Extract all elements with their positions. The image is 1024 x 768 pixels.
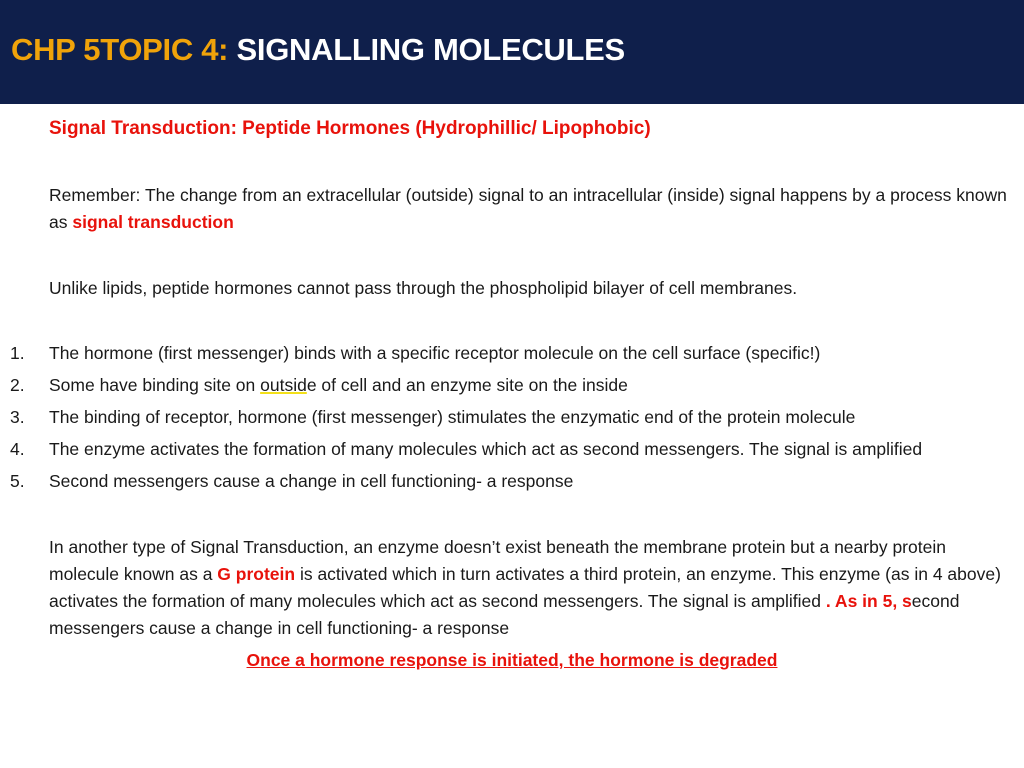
list-text: Some have binding site on — [49, 375, 261, 395]
signal-transduction-term: signal transduction — [72, 212, 234, 232]
slide-title — [11, 32, 625, 68]
title-bar — [0, 0, 1024, 104]
list-number: 1. — [10, 343, 25, 363]
list-text: The enzyme activates the formation of many molecules which act as second messengers. The signal is amplified — [49, 439, 923, 459]
list-number: 4. — [10, 439, 25, 459]
list-text: e of cell and an enzyme site on the inside — [306, 375, 628, 395]
list-item — [10, 340, 1004, 367]
underlined-word: outsid — [260, 375, 307, 395]
as-in-5-highlight: . As in 5, s — [825, 591, 912, 611]
g-protein-term: G protein — [217, 564, 296, 584]
steps-list — [0, 340, 1024, 495]
list-number: 3. — [10, 407, 25, 427]
slide-body — [0, 112, 1024, 674]
g-protein-paragraph — [49, 534, 1009, 642]
remember-paragraph — [49, 182, 1009, 236]
list-item — [10, 372, 1004, 399]
slide-subtitle: Signal Transduction: Peptide Hormones (Hydrophillic/ Lipophobic) — [49, 118, 651, 139]
title-main: SIGNALLING MOLECULES — [236, 32, 625, 67]
another-text-1: In another type of Signal Transduction, an enzyme doesn’t exist beneath the membrane protein but a nearby protein molecule known as a — [49, 537, 946, 584]
remember-text: Remember: The change from an extracellular (outside) signal to an intracellular (inside) signal happens by a process known as — [49, 185, 1007, 232]
list-number: 2. — [10, 375, 25, 395]
list-text: The binding of receptor, hormone (first messenger) stimulates the enzymatic end of the protein molecule — [49, 407, 856, 427]
list-item — [10, 436, 1004, 463]
footer-note: Once a hormone response is initiated, the hormone is degraded — [246, 650, 778, 670]
list-number: 5. — [10, 471, 25, 491]
list-text: Second messengers cause a change in cell functioning- a response — [49, 471, 574, 491]
list-item — [10, 404, 1004, 431]
another-text-3: econd messengers cause a change in cell functioning- a response — [49, 591, 960, 638]
list-item — [10, 468, 1004, 495]
list-text: The hormone (first messenger) binds with a specific receptor molecule on the cell surface (specific!) — [49, 343, 821, 363]
unlike-paragraph: Unlike lipids, peptide hormones cannot pass through the phospholipid bilayer of cell membranes. — [49, 278, 798, 298]
title-prefix: CHP 5TOPIC 4: — [11, 32, 229, 67]
another-text-2: is activated which in turn activates a third protein, an enzyme. This enzyme (as in 4 above) activates the formation of many molecules which act as second messengers. The signal is amplified — [49, 564, 1001, 611]
